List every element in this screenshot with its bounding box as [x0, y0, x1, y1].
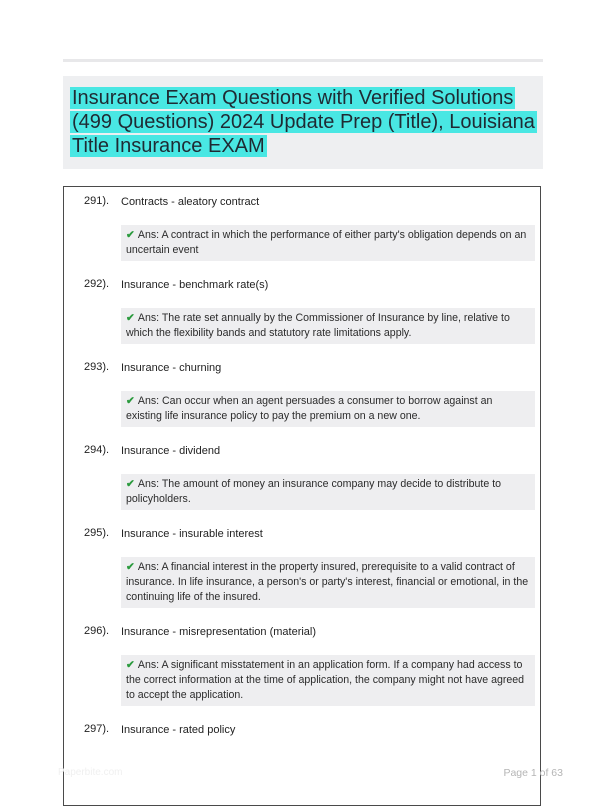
question-text: Insurance - churning: [121, 362, 222, 374]
check-icon: ✔: [126, 395, 135, 407]
question-number: 292).: [84, 278, 110, 290]
answer-text: Ans: A financial interest in the property insured, prerequisite to a valid contract of insurance. In life insurance, a person's or party's interest, financial or emotional, in the continuing life of the insured.: [126, 561, 529, 603]
check-icon: ✔: [126, 229, 135, 241]
question-text: Insurance - benchmark rate(s): [121, 279, 269, 291]
answer-text: Ans: The amount of money an insurance company may decide to distribute to policyholders.: [126, 478, 502, 505]
question-number: 294).: [84, 444, 110, 456]
question-number: 295).: [84, 527, 110, 539]
check-icon: ✔: [126, 659, 135, 671]
question-text: Insurance - dividend: [121, 445, 221, 457]
question-text: Contracts - aleatory contract: [121, 196, 260, 208]
answer-text: Ans: Can occur when an agent persuades a consumer to borrow against an existing life insurance policy to pay the premium on a new one.: [126, 395, 493, 422]
answer-box: [121, 557, 535, 608]
question-number: 297).: [84, 723, 110, 735]
question-text: Insurance - insurable interest: [121, 528, 263, 540]
answer-box: [121, 655, 535, 706]
footer-page-number: Page 1 of 63: [503, 767, 563, 779]
top-divider: [63, 59, 543, 62]
qa-list: [63, 186, 541, 806]
footer-site: Paperbite.com: [58, 767, 123, 778]
document-title: [70, 86, 538, 158]
check-icon: ✔: [126, 312, 135, 324]
answer-text: Ans: A significant misstatement in an application form. If a company had access to the correct information at the time of application, the company might not have agreed to accept the application.: [126, 659, 525, 701]
answer-box: [121, 225, 535, 261]
question-text: Insurance - rated policy: [121, 724, 236, 736]
question-number: 291).: [84, 195, 110, 207]
check-icon: ✔: [126, 561, 135, 573]
answer-text: Ans: A contract in which the performance of either party's obligation depends on an uncertain event: [126, 229, 527, 256]
answer-box: [121, 391, 535, 427]
question-number: 296).: [84, 625, 110, 637]
answer-box: [121, 308, 535, 344]
answer-text: Ans: The rate set annually by the Commissioner of Insurance by line, relative to which the flexibility bands and statutory rate limitations apply.: [126, 312, 510, 339]
question-text: Insurance - misrepresentation (material): [121, 626, 317, 638]
document-title-text: Insurance Exam Questions with Verified Solutions (499 Questions) 2024 Update Prep (Title), Louisiana Title Insurance EXAM: [72, 87, 535, 157]
answer-box: [121, 474, 535, 510]
check-icon: ✔: [126, 478, 135, 490]
question-number: 293).: [84, 361, 110, 373]
